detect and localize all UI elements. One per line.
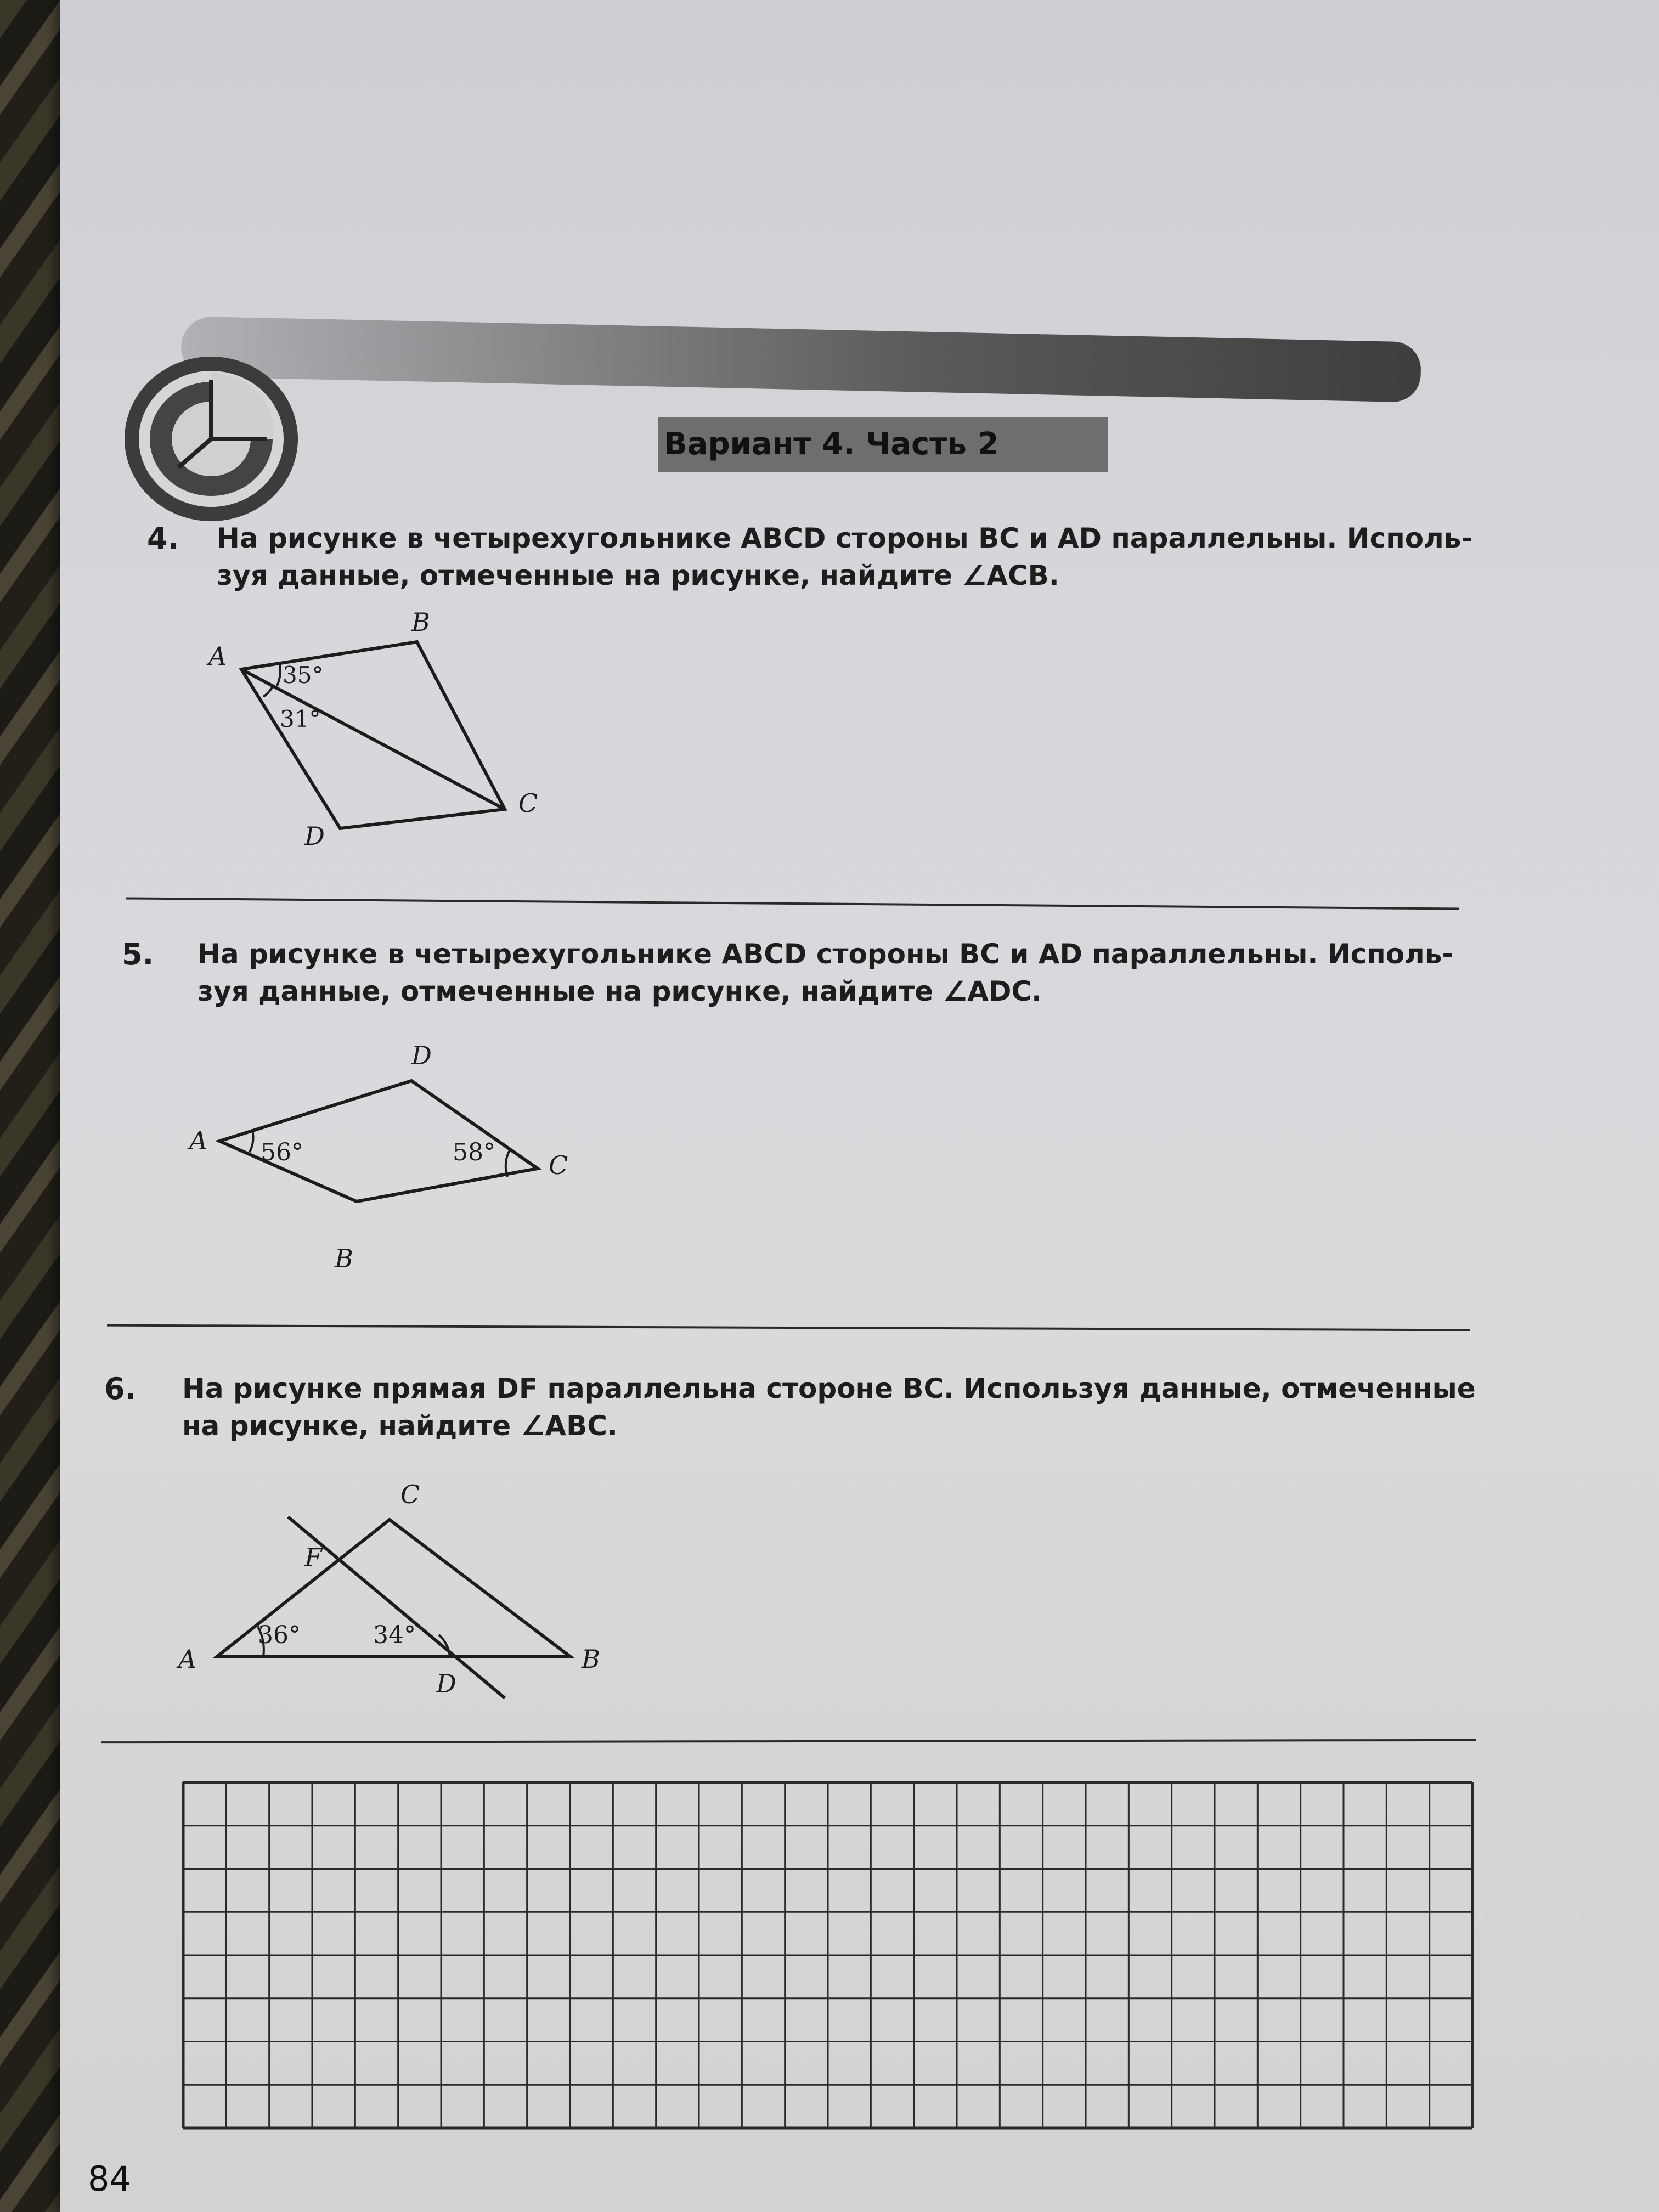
answer-grid[interactable] <box>181 1780 1476 2131</box>
problem-6-text-line-1: На рисунке прямая DF параллельна стороне BC. Используя данные, отмеченные <box>182 1373 1476 1404</box>
vertex-label-d: D <box>436 1669 456 1699</box>
vertex-label-d: D <box>304 821 325 851</box>
problem-6-figure <box>165 1476 636 1712</box>
clock-icon <box>118 351 304 527</box>
problem-4-text-line-1: На рисунке в четырехугольнике ABCD стороны BC и AD параллельны. Исполь- <box>217 522 1473 554</box>
angle-label-56: 56° <box>261 1138 303 1166</box>
problem-5-number: 5. <box>122 937 154 972</box>
diagonal-ac <box>241 669 505 809</box>
vertex-label-b: B <box>411 607 430 637</box>
problem-4-number: 4. <box>147 521 179 556</box>
angle-label-58: 58° <box>453 1138 495 1166</box>
problem-4-text-line-2: зуя данные, отмеченные на рисунке, найдите ∠ACB. <box>217 560 1059 591</box>
vertex-label-b: B <box>582 1644 600 1674</box>
vertex-label-c: C <box>549 1150 568 1180</box>
problem-5-text-line-2: зуя данные, отмеченные на рисунке, найдите ∠ADC. <box>198 975 1042 1007</box>
problem-6-number: 6. <box>104 1372 137 1406</box>
vertex-label-c: C <box>400 1480 420 1509</box>
angle-label-31: 31° <box>280 706 321 732</box>
problem-5-figure <box>176 1037 614 1289</box>
vertex-label-c: C <box>518 788 538 818</box>
vertex-label-d: D <box>411 1041 432 1070</box>
angle-label-36: 36° <box>258 1621 301 1649</box>
problem-5-text-line-1: На рисунке в четырехугольнике ABCD стороны BC и AD параллельны. Исполь- <box>198 938 1454 970</box>
vertex-label-a: A <box>208 641 227 671</box>
angle-label-34: 34° <box>373 1621 416 1649</box>
vertex-label-f: F <box>304 1543 322 1572</box>
vertex-label-a: A <box>189 1126 208 1155</box>
vertex-label-a: A <box>178 1644 197 1674</box>
angle-label-35: 35° <box>283 662 324 689</box>
variant-title: Вариант 4. Часть 2 <box>664 426 999 462</box>
vertex-label-b: B <box>335 1244 353 1273</box>
problem-4-figure <box>187 603 603 856</box>
problem-6-text-line-2: на рисунке, найдите ∠ABC. <box>182 1410 618 1442</box>
page-number: 84 <box>88 2159 131 2199</box>
